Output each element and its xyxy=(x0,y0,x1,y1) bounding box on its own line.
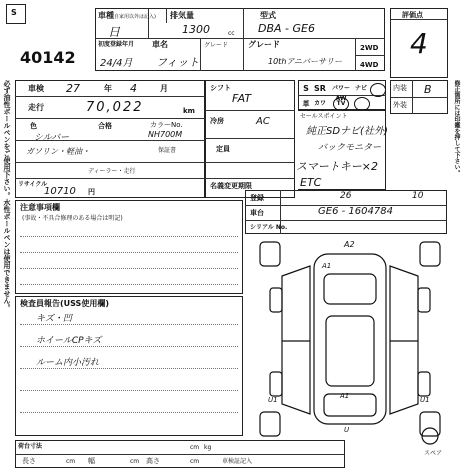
grade-value: 10thアニバーサリー xyxy=(268,57,342,66)
color-ok-label: 合格 xyxy=(98,122,112,130)
color-no-value: NH700M xyxy=(148,130,183,139)
inspection-month: 4 xyxy=(130,82,137,95)
notes-label: 注意事項欄 xyxy=(20,203,60,212)
recycle-value: 10710 xyxy=(44,186,76,197)
width-unit: cm xyxy=(130,458,140,465)
car-type-sub: (自家用以外は記入) xyxy=(112,14,156,20)
diagram-mark-u-rear: U xyxy=(344,426,350,434)
inspector-label: 検査員報告(USS使用欄) xyxy=(20,299,109,308)
color-value: シルバー xyxy=(34,133,70,143)
mileage-label: 走行 xyxy=(28,103,44,112)
diagram-mark-a1-rear: A1 xyxy=(340,392,350,400)
equip-s: S xyxy=(303,84,309,93)
car-type-label: 車種 xyxy=(98,11,114,20)
diagram-mark-a1-front: A1 xyxy=(322,262,332,270)
length-unit: cm xyxy=(66,458,76,465)
equip-kawa: カワ xyxy=(313,100,326,107)
interior-label: 内装 xyxy=(393,84,407,92)
equip-sr: SR xyxy=(314,84,326,93)
first-reg-value: 24/4月 xyxy=(100,58,133,69)
notes-sub: (事故・不具合修理のある場合は明記) xyxy=(22,215,123,222)
lot-number: 40142 xyxy=(20,48,76,67)
drive-4wd: 4WD xyxy=(360,61,379,69)
car-name-value: フィット xyxy=(156,56,200,69)
inspector-line-2: ホイールCPキズ xyxy=(36,336,102,346)
register-sub: 10 xyxy=(412,191,424,201)
mileage-value: 70,022 xyxy=(86,100,144,115)
inspector-line-1: キズ・凹 xyxy=(36,314,72,324)
recycle-unit: 円 xyxy=(88,188,95,196)
side-notice-left: 必ず油性ボールペンをご使用下さい。水性ボールペンは使用できません。 xyxy=(3,80,11,311)
lot-corner-s-label: S xyxy=(11,8,17,17)
height-label: 高さ xyxy=(146,457,160,465)
equip-tv: TV xyxy=(336,100,346,107)
diagram-mark-u1-right: U1 xyxy=(420,396,430,404)
kg-upper: kg xyxy=(204,444,212,451)
displacement-unit: cc xyxy=(228,30,235,37)
equip-aw: パワーAW xyxy=(331,85,350,102)
navi-circle xyxy=(354,97,370,111)
inspection-year-unit: 年 xyxy=(104,84,112,93)
selling-point-1: 純正SDナビ(社外) xyxy=(306,126,388,137)
selling-points-label: セールスポイント xyxy=(300,113,348,120)
score-label: 評価点 xyxy=(402,11,423,19)
width-label: 幅 xyxy=(88,457,95,465)
drive-2wd: 2WD xyxy=(360,44,379,52)
exterior-label: 外装 xyxy=(393,101,407,109)
color-label: 色 xyxy=(30,122,37,130)
selling-point-2: バックモニター xyxy=(318,143,382,153)
shift-value: FAT xyxy=(232,92,252,105)
length-label: 長さ xyxy=(22,457,36,465)
seat-label: 定員 xyxy=(216,145,230,153)
first-reg-label: 初度登録年月 xyxy=(98,41,135,48)
chassis-value: GE6 - 1604784 xyxy=(318,206,393,217)
fuel-warranty-label: 保証書 xyxy=(158,147,177,154)
score-value: 4 xyxy=(410,27,428,60)
car-damage-diagram xyxy=(252,236,448,446)
car-type-value: 日 xyxy=(108,25,121,39)
grade-label: グレード xyxy=(204,42,229,49)
inspection-label: 車検 xyxy=(28,84,44,93)
equip-navi: ナビ xyxy=(354,85,367,92)
car-inspection-label: 車検証記入 xyxy=(222,458,253,465)
inspector-line-3: ルーム内小汚れ xyxy=(36,358,100,368)
etc-circle xyxy=(370,83,386,97)
shift-label: シフト xyxy=(210,84,231,92)
register-value: 26 xyxy=(340,191,352,201)
serial-label: シリアル No. xyxy=(250,224,288,231)
ac-value: AC xyxy=(256,116,270,127)
history-label: 名義変更期限 xyxy=(210,182,252,190)
spare-label: スペア xyxy=(424,450,443,457)
load-label: 荷台寸法 xyxy=(18,443,43,450)
displacement-label: 排気量 xyxy=(170,11,194,20)
grade-label-2: グレード xyxy=(248,40,280,49)
mileage-unit: km xyxy=(183,107,195,115)
equip-leather: 革 xyxy=(302,100,310,108)
model-type-value: DBA - GE6 xyxy=(258,22,315,35)
ac-label: 冷房 xyxy=(210,117,224,125)
color-no-label: カラーNo. xyxy=(150,121,183,129)
tv-circle xyxy=(333,97,349,111)
height-unit: cm xyxy=(190,458,200,465)
diagram-mark-a2: A2 xyxy=(344,240,355,249)
dealer-row: ディーラー・走行 xyxy=(88,168,136,175)
interior-value: B xyxy=(424,83,432,96)
selling-point-3: スマートキー×2 xyxy=(296,160,378,173)
diagram-mark-u1-left: U1 xyxy=(268,396,278,404)
fuel-value: ガソリン・軽油・ xyxy=(26,147,90,156)
register-label: 登録 xyxy=(250,194,264,202)
displacement-value: 1300 xyxy=(182,23,210,36)
chassis-label: 車台 xyxy=(250,209,264,217)
car-name-label: 車名 xyxy=(152,40,168,49)
selling-point-4: ETC xyxy=(300,176,322,189)
inspection-month-unit: 月 xyxy=(160,84,168,93)
inspection-year: 27 xyxy=(66,82,80,95)
side-notice-right: 修正箇所には印鑑を押して下さい。 xyxy=(453,80,460,176)
model-type-label: 型式 xyxy=(260,11,276,20)
cm-upper: cm xyxy=(190,444,200,451)
recycle-label: リサイクル xyxy=(18,181,48,188)
